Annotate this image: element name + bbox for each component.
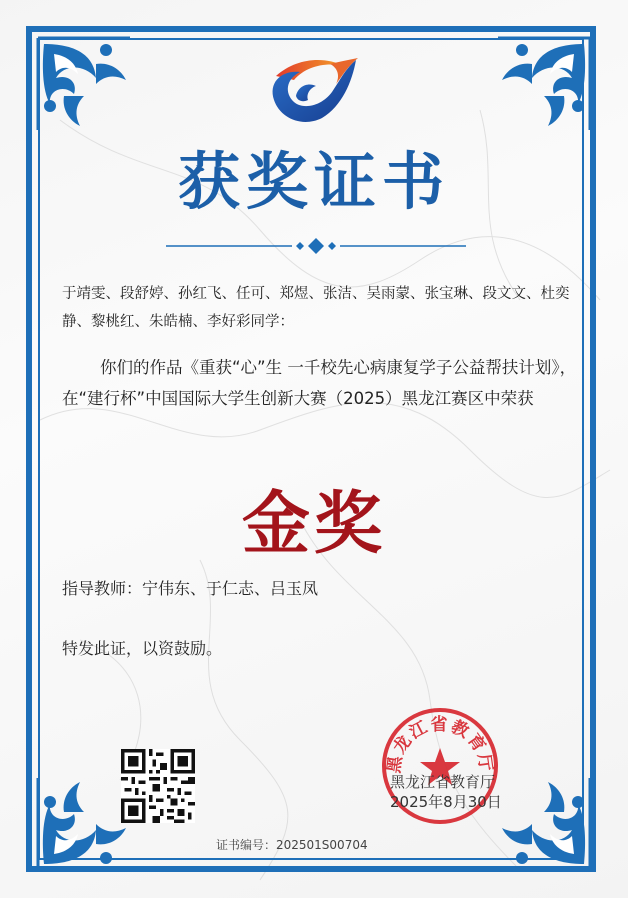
certificate-title: 获奖证书 (177, 145, 450, 218)
closing-line: 特发此证，以资鼓励。 (62, 639, 223, 658)
award-description-text: 你们的作品《重获“心”生 一千校先心病康复学子公益帮扶计划》，在“建行杯”中国国际大学生创新大赛（2025）黑龙江赛区中荣获 (62, 358, 577, 408)
corner-ornament-icon (34, 774, 134, 874)
corner-ornament-icon (494, 774, 594, 874)
corner-ornament-icon (34, 34, 134, 134)
award-description (62, 352, 582, 414)
swirl-logo-icon (266, 52, 362, 128)
issuer-block (390, 772, 502, 812)
qr-code-icon (121, 749, 195, 823)
corner-ornament-icon (494, 34, 594, 134)
title-divider (166, 236, 466, 256)
issue-date: 2025年8月30日 (390, 793, 502, 811)
recipients-list: 于靖雯、段舒婷、孙红飞、任可、郑煜、张洁、吴雨蒙、张宝琳、段文文、杜奕静、黎桃红、朱皓楠、李好彩同学： (62, 286, 570, 330)
award-level: 金奖 (241, 484, 386, 564)
issuer-name: 黑龙江省教育厅 (390, 773, 496, 791)
advisors-line: 指导教师：宁伟东、于仁志、吕玉凤 (62, 579, 319, 598)
certificate-number: 证书编号：202501S00704 (216, 838, 368, 852)
seal-text: 黑龙江省教育厅 (384, 715, 496, 775)
